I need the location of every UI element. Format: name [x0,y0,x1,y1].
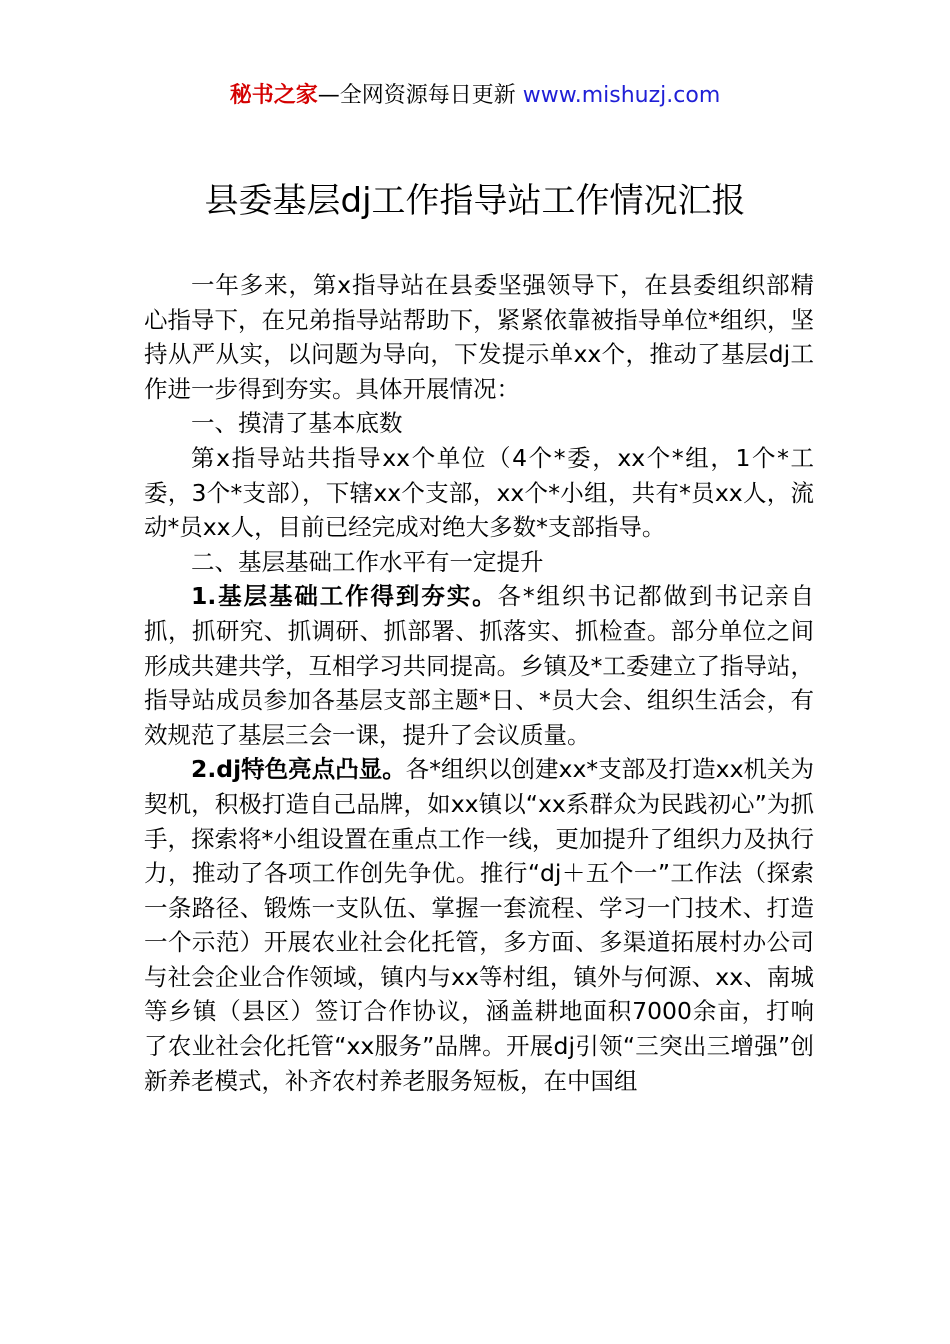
heading-text: 一、摸清了基本底数 [191,409,403,438]
paragraph-lead: 2.dj特色亮点凸显。 [191,755,406,784]
paragraph-point-2 [144,752,814,1098]
paragraph-basic-data [144,441,814,545]
paragraph-intro [144,268,814,406]
document-title: 县委基层dj工作指导站工作情况汇报 [204,181,746,221]
site-url-link[interactable]: www.mishuzj.com [522,83,721,108]
site-header [0,80,950,112]
paragraph-text: 一年多来，第x指导站在县委坚强领导下，在县委组织部精心指导下，在兄弟指导站帮助下，紧紧依靠被指导单位*组织，坚持从严从实，以问题为导向，下发提示单xx个，推动了基层dj工作进一步得到夯实。具体开展情况： [144,271,814,403]
paragraph-point-1 [144,579,814,752]
document-body [144,268,814,1098]
paragraph-text: 第x指导站共指导xx个单位（4个*委，xx个*组，1个*工委，3个*支部），下辖xx个支部，xx个*小组，共有*员xx人，流动*员xx人，目前已经完成对绝大多数*支部指导。 [144,443,814,542]
brand-name: 秘书之家 [229,83,318,108]
paragraph-text: 各*组织以创建xx*支部及打造xx机关为契机，积极打造自己品牌，如xx镇以“xx系群众为民践初心”为抓手，探索将*小组设置在重点工作一线，更加提升了组织力及执行力，推动了各项工作创先争优。推行“dj＋五个一”工作法（探索一条路径、锻炼一支队伍、掌握一套流程、学习一门技术、打造一个示范）开展农业社会化托管，多方面、多渠道拓展村办公司与社会企业合作领域，镇内与xx等村组，镇外与何源、xx、南城等乡镇（县区）签订合作协议，涵盖耕地面积7000余亩，打响了农业社会化托管“xx服务”品牌。开展dj引领“三突出三增强”创新养老模式，补齐农村养老服务短板，在中国组 [144,755,814,1095]
header-tagline: —全网资源每日更新 [317,83,523,108]
paragraph-lead: 1.基层基础工作得到夯实。 [191,582,498,611]
section-heading-2 [144,545,814,580]
section-heading-1 [144,406,814,441]
paragraph-text: 各*组织书记都做到书记亲自抓，抓研究、抓调研、抓部署、抓落实、抓检查。部分单位之间形成共建共学，互相学习共同提高。乡镇及*工委建立了指导站，指导站成员参加各基层支部主题*日、*员大会、组织生活会，有效规范了基层三会一课，提升了会议质量。 [144,582,814,749]
heading-text: 二、基层基础工作水平有一定提升 [191,547,544,576]
